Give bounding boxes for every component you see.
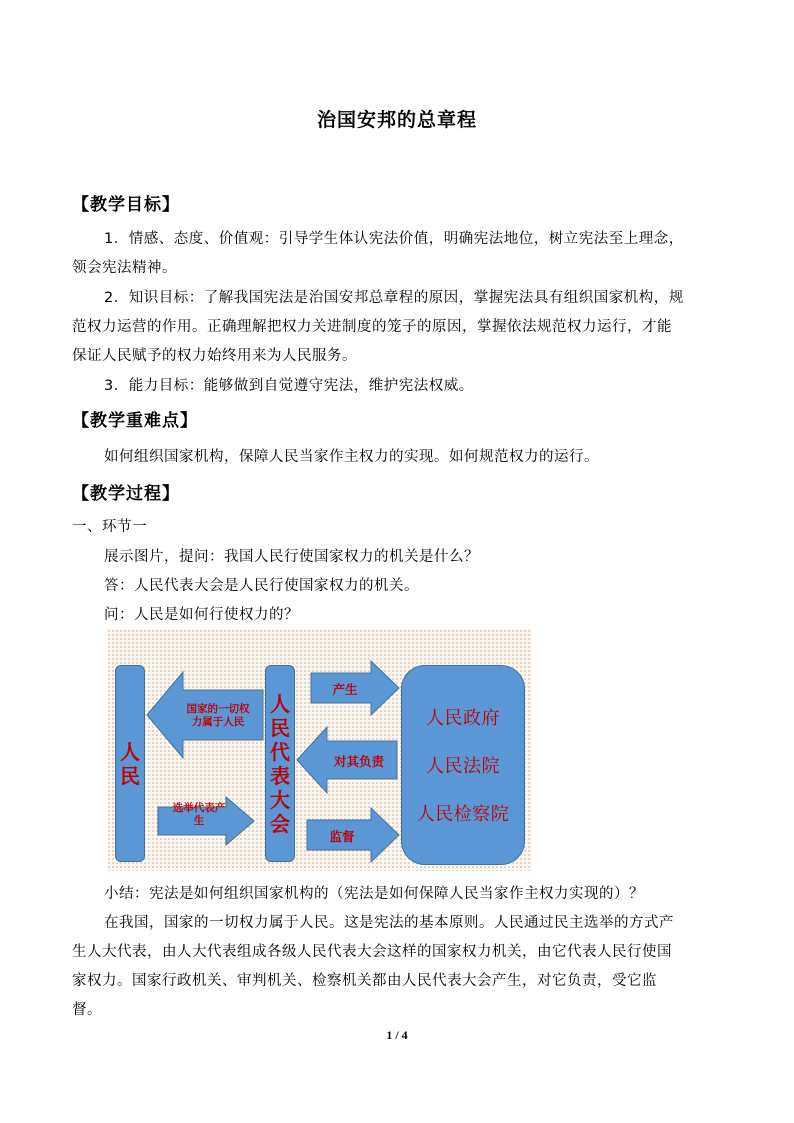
npc-char: 表 [270,763,290,788]
arrow-elect-line: 生 [193,815,205,827]
organ-procuratorate: 人民检察院 [416,804,510,825]
summary-line-2: 生人大代表，由人大代表组成各级人民代表大会这样的国家权力机关，由它代表人民行使国 [72,944,672,960]
npc-char: 大 [270,787,290,812]
goals-heading: 【教学目标】 [72,195,180,215]
arrow-power-label [173,703,263,729]
goal-2-line-3: 保证人民赋予的权力始终用来为人民服务。 [72,348,357,364]
people-box [115,665,145,862]
arrow-elect-line: 选举代表产 [172,802,226,814]
page-title: 治国安邦的总章程 [316,109,477,131]
people-char: 民 [120,763,140,788]
npc-char: 会 [270,811,290,836]
key-points-text: 如何组织国家机构，保障人民当家作主权力的实现。如何规范权力的运行。 [104,449,599,465]
answer-text: 答：人民代表大会是人民行使国家权力的机关。 [104,578,419,594]
show-picture-text: 展示图片，提问：我国人民行使国家权力的机关是什么？ [104,549,479,565]
goal-3: 3．能力目标：能够做到自觉遵守宪法，维护宪法权威。 [104,378,474,394]
goal-1-line-2: 领会宪法精神。 [72,260,177,276]
people-char: 人 [120,739,140,764]
summary-line-4: 督。 [72,1002,102,1018]
state-organs-box [401,665,525,865]
page-number: 1 / 4 [386,1028,408,1042]
process-heading: 【教学过程】 [72,484,180,504]
arrow-power-line: 国家的一切权 [186,703,250,715]
goal-1-line-1: 1．情感、态度、价值观：引导学生体认宪法价值，明确宪法地位，树立宪法至上理念， [104,231,684,247]
summary-line-1: 在我国，国家的一切权力属于人民。这是宪法的基本原则。人民通过民主选举的方式产 [104,915,674,931]
key-points-heading: 【教学重难点】 [72,411,198,431]
npc-char: 人 [270,691,290,716]
arrow-elect-label [159,802,239,828]
summary-question: 小结：宪法是如何组织国家机构的（宪法是如何保障人民当家作主权力实现的）？ [104,886,644,902]
question-text: 问：人民是如何行使权力的？ [104,607,299,623]
goal-2-line-1: 2．知识目标：了解我国宪法是治国安邦总章程的原因，掌握宪法具有组织国家机构，规 [104,290,684,306]
arrow-responsible-label: 对其负责 [333,754,384,769]
arrow-supervise-label: 监督 [329,829,355,844]
npc-box [265,665,295,862]
summary-line-3: 家权力。国家行政机关、审判机关、检察机关都由人民代表大会产生，对它负责，受它监 [72,973,657,989]
step-1-label: 一、环节一 [72,519,147,535]
arrow-power-line: 力属于人民 [191,716,245,728]
organ-government: 人民政府 [426,708,500,729]
goal-2-line-2: 范权力运营的作用。正确理解把权力关进制度的笼子的原因，掌握依法规范权力运行，才能 [72,319,672,335]
arrow-produce-label: 产生 [332,682,358,697]
npc-char: 民 [270,715,290,740]
power-structure-diagram [107,629,532,871]
organ-court: 人民法院 [426,756,500,777]
npc-char: 代 [270,739,290,764]
